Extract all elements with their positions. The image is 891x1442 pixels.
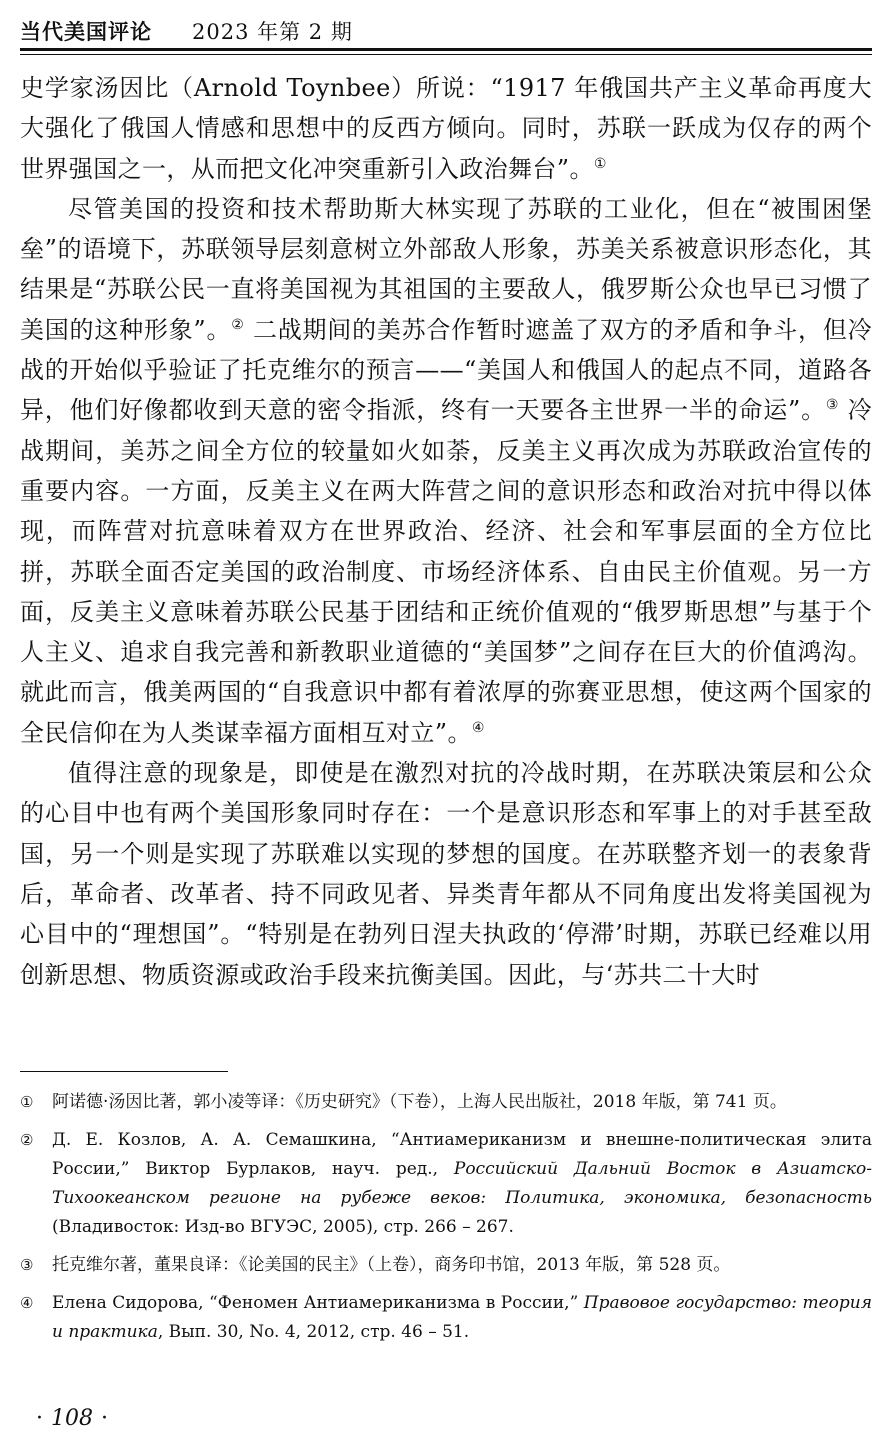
footnote-ref-2[interactable]: ② bbox=[231, 316, 245, 333]
header-rule-thin bbox=[20, 54, 872, 55]
footnote-ref-1[interactable]: ① bbox=[593, 155, 607, 172]
journal-title: 当代美国评论 bbox=[20, 19, 152, 44]
footnote-3: ③ 托克维尔著，董果良译：《论美国的民主》（上卷），商务印书馆，2013 年版，第 528 页。 bbox=[20, 1251, 872, 1280]
footnote-mark: ③ bbox=[20, 1256, 34, 1274]
paragraph-3: 值得注意的现象是，即使是在激烈对抗的冷战时期，在苏联决策层和公众的心目中也有两个美国形象同时存在：一个是意识形态和军事上的对手甚至敌国，另一个则是实现了苏联难以实现的梦想的国度。在苏联整齐划一的表象背后，革命者、改革者、持不同政见者、异类青年都从不同角度出发将美国视为心目中的“理想国”。“特别是在勃列日涅夫执政的‘停滞’时期，苏联已经难以用创新思想、物质资源或政治手段来抗衡美国。因此，与‘苏共二十大时 bbox=[20, 759, 872, 989]
footnote-ref-4[interactable]: ④ bbox=[471, 719, 485, 736]
footnote-2: ② Д. Е. Козлов, А. А. Семашкина, “Антиамериканизм и внешне-политическая элита России,” Виктор Бурлаков, науч. ред., Российский Дальний Восток в Азиатско-Тихоокеанском регионе на рубеже веков: Политика, экономика, безопасность (Владивосток: Изд-во ВГУЭС, 2005), стр. 266 – 267. bbox=[20, 1126, 872, 1242]
footnote-mark: ② bbox=[20, 1131, 34, 1149]
footnote-4: ④ Елена Сидорова, “Феномен Антиамериканизма в России,” Правовое государство: теория и практика, Вып. 30, No. 4, 2012, стр. 46 – 51. bbox=[20, 1289, 872, 1347]
article-body bbox=[20, 68, 872, 995]
header-rule-thick bbox=[20, 48, 872, 51]
issue-number: 2023 年第 2 期 bbox=[192, 20, 353, 44]
running-header bbox=[20, 16, 872, 46]
footnote-separator bbox=[20, 1071, 228, 1072]
journal-page bbox=[20, 0, 872, 1442]
footnote-1: ① 阿诺德·汤因比著，郭小凌等译：《历史研究》（下卷），上海人民出版社，2018 年版，第 741 页。 bbox=[20, 1088, 872, 1117]
footnote-ref-3[interactable]: ③ bbox=[825, 397, 840, 414]
footnote-mark: ① bbox=[20, 1093, 34, 1111]
page-number: · 108 · bbox=[36, 1406, 108, 1431]
footnotes bbox=[20, 1088, 872, 1356]
paragraph-2: 尽管美国的投资和技术帮助斯大林实现了苏联的工业化，但在“被围困堡垒”的语境下，苏联领导层刻意树立外部敌人形象，苏美关系被意识形态化，其结果是“苏联公民一直将美国视为其祖国的主要敌人，俄罗斯公众也早已习惯了美国的这种形象”。② 二战期间的美苏合作暂时遮盖了双方的矛盾和争斗，但冷战的开始似乎验证了托克维尔的预言——“美国人和俄国人的起点不同，道路各异，他们好像都收到天意的密令指派，终有一天要各主世界一半的命运”。③ 冷战期间，美苏之间全方位的较量如火如荼，反美主义再次成为苏联政治宣传的重要内容。一方面，反美主义在两大阵营之间的意识形态和政治对抗中得以体现，而阵营对抗意味着双方在世界政治、经济、社会和军事层面的全方位比拼，苏联全面否定美国的政治制度、市场经济体系、自由民主价值观。另一方面，反美主义意味着苏联公民基于团结和正统价值观的“俄罗斯思想”与基于个人主义、追求自我完善和新教职业道德的“美国梦”之间存在巨大的价值鸿沟。就此而言，俄美两国的“自我意识中都有着浓厚的弥赛亚思想，使这两个国家的全民信仰在为人类谋幸福方面相互对立”。④ bbox=[20, 194, 872, 747]
footnote-mark: ④ bbox=[20, 1294, 34, 1312]
paragraph-1: 史学家汤因比（Arnold Toynbee）所说：“1917 年俄国共产主义革命再度大大强化了俄国人情感和思想中的反西方倾向。同时，苏联一跃成为仅存的两个世界强国之一，从而把文化冲突重新引入政治舞台”。① bbox=[20, 74, 872, 183]
